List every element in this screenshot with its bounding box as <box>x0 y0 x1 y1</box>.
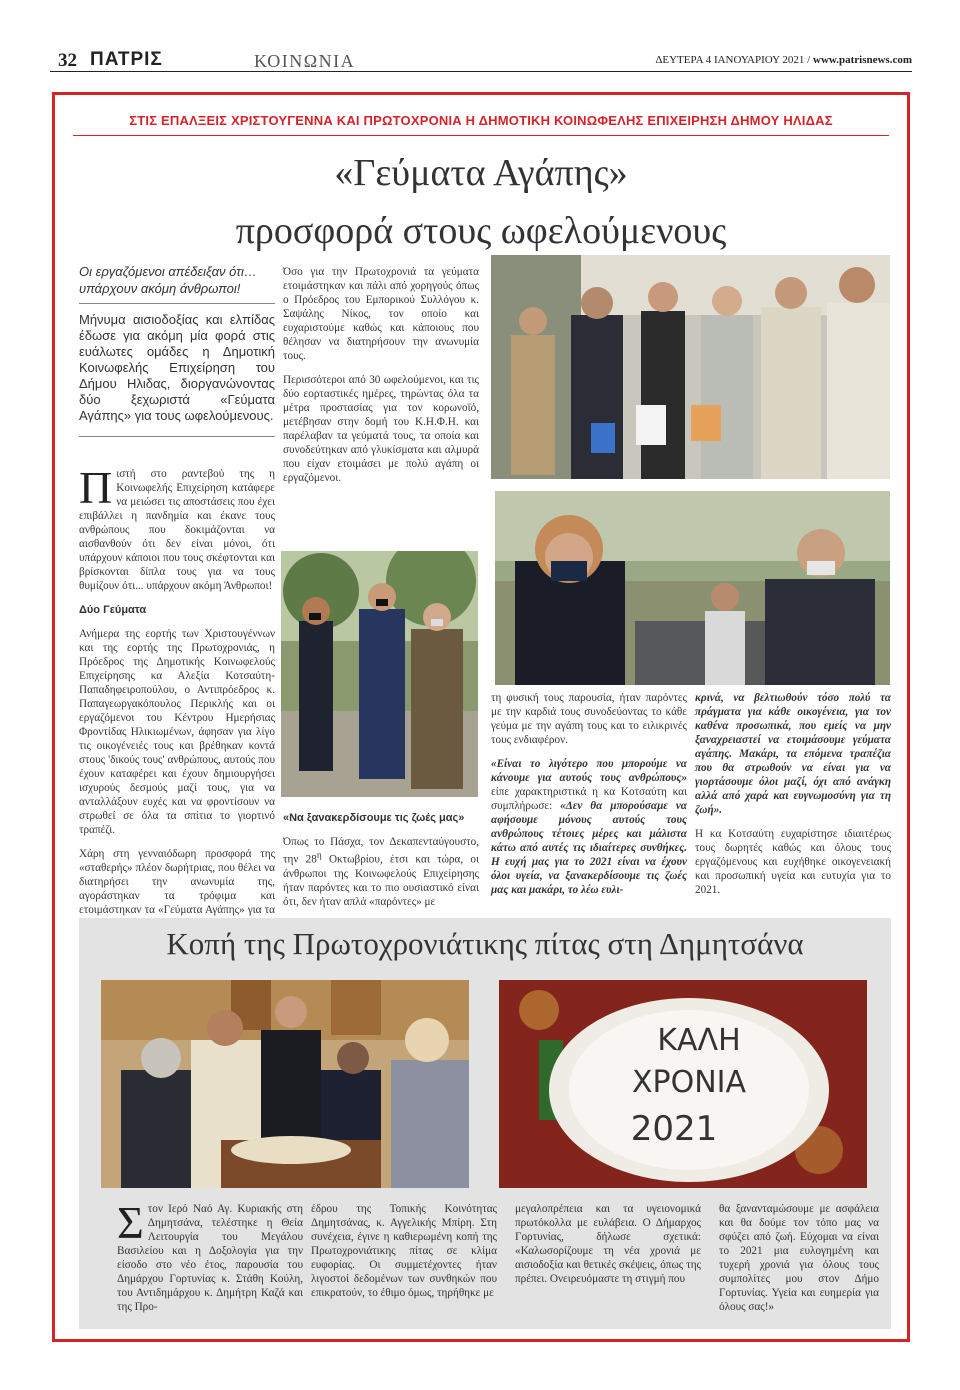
article-frame <box>52 92 910 1342</box>
article-column-3 <box>491 691 687 907</box>
body-paragraph: έδρου της Τοπικής Κοινότητας Δημητσάνας, κ. Αγγελικής Μπίρη. Στη συνέχεια, έγινε η καθιερωμένη κοπή της Πρωτοχρονιάτικης πίτας σε κλίμα ευφορίας. Οι συμμετέχοντες ήταν λιγοστοί δεδομένων των συνθηκών που επικρατούν, το έθιμο όμως, τηρήθηκε με <box>311 1203 497 1299</box>
body-paragraph: Περισσότεροι από 30 ωφελούμενοι, και τις δύο εορταστικές ημέρες, τηρώντας όλα τα μέτρα προστασίας για τον κορωνοϊό, μετέβησαν στην δομή του Κ.Η.Φ.Η. και παρέλαβαν τα γεύματά τους, τα οποία και συνοδεύτηκαν από γλυκίσματα και αλμυρά που είχαν ετοιμάσει με πολύ αγάπη οι εργαζόμενοι. <box>283 374 479 484</box>
drop-cap: Π <box>79 462 113 513</box>
article-column-2b <box>283 811 479 919</box>
article-title-line2: προσφορά στους ωφελούμενους <box>235 210 727 252</box>
second-article-title: Κοπή της Πρωτοχρονιάτικης πίτας στη Δημητσάνα <box>166 926 804 961</box>
body-paragraph: «Είναι το λιγότερο που μπορούμε να κάνουμε για αυτούς τους ανθρώπους» είπε χαρακτηριστικά η κα Κοτσαύτη και συμπλήρωσε: «Δεν θα μπορούσαμε να αφήσουμε μόνους αυτούς τους ανθρώπους τέτοιες μέρες και μάλιστα κάτω από αυτές τις ιδιαίτερες συνθήκες. Η ευχή μας για το 2021 είναι να έχουν όλοι υγεία, να ξανακερδίσουμε τις ζωές μας και μακάρι, το λέω ευλι- <box>491 758 687 896</box>
photo-beneficiaries-group <box>491 255 890 479</box>
body-paragraph: μεγαλοπρέπεια και τα υγειονομικά πρωτόκολλα με ευλάβεια. Ο Δήμαρχος Γορτυνίας, δήλωσε σχετικά: «Καλωσορίζουμε τη νέα χρονιά με αισιοδοξία και θετικές σκέψεις, όπως της πρέπει. Ονειρευόμαστε τη στιγμή που <box>515 1203 701 1285</box>
article-title-line1: «Γεύματα Αγάπης» <box>334 152 628 194</box>
article-column-1 <box>79 263 275 941</box>
lead-divider <box>79 303 275 304</box>
body-paragraph: Η κα Κοτσαύτη ευχαρίστησε ιδιαιτέρως τους δωρητές καθώς και όλους τους εργαζόμενους και ευχήθηκε οικογενειακή και προσωπική υγεία και ευτυχία για το 2021. <box>695 828 891 896</box>
drop-cap: Σ <box>117 1197 144 1248</box>
website-link[interactable]: www.patrisnews.com <box>813 54 912 66</box>
lead-quote: Οι εργαζόμενοι απέδειξαν ότι… υπάρχουν ακόμη άνθρωποι! <box>79 264 257 296</box>
page-number: 32 <box>58 50 77 71</box>
page-header <box>50 48 912 72</box>
article-column-2 <box>283 265 479 495</box>
second-article-column-3 <box>515 1202 701 1296</box>
cake-text-line2: ΧΡΟΝΙΑ <box>631 1065 747 1100</box>
body-paragraph: Όπως το Πάσχα, τον Δεκαπενταύγουστο, την $28^\eta$ Οκτωβρίου, έτσι και τώρα, οι άνθρωποι της Κοινωφελούς Επιχείρησης ήταν παρόντες και το πιο ουσιαστικό είναι ότι, δεν ήταν απλά «παρόντες» με <box>283 836 480 908</box>
lead-paragraph: Μήνυμα αισιοδοξίας και ελπίδας έδωσε για ακόμη μία φορά στις ευάλωτες ομάδες η Δημοτική Κοινωφελής Επιχείρηση του Δήμου Ηλιδας, διοργανώνοντας δύο ξεχωριστά «Γεύματα Αγάπης» για τους ωφελούμενους. <box>79 312 275 423</box>
body-paragraph: Χάρη στη γενναιόδωρη προσφορά της «σταθερής» πλέον δωρήτριας, που θέλει να διατηρήσει την ανωνυμία της, αγοράστηκαν τα τρόφιμα και ετοιμάστηκαν τα «Γεύματα Αγάπης» για τα <box>79 848 275 916</box>
body-paragraph: Ανήμερα της εορτής των Χριστουγέννων και της εορτής της Πρωτοχρονιάς, η Πρόεδρος της Δημοτικής Κοινωφελούς Επιχείρησης κα Αλεξία Κοτσαύτη-Παπαδηφειροπούλου, ο Αντιπρόεδρος κ. Παπαγεωργακόπουλος Περικλής και οι εργαζόμενοι του Κέντρου Ημερήσιας Φροντίδας Ηλικιωμένων, άφησαν για λίγο τις οικογένειές τους και βρέθηκαν κοντά στους 'δικούς τους' ανθρώπους, αυτούς που έχουν καταφέρει και έχουν δημιουργήσει ισχυρούς δεσμούς μαζί τους, για να ανταλλάξουν ευχές και να φροντίσουν να στρωθεί σε όλα τα σπίτια το γιορτινό τραπέζι. <box>79 628 275 836</box>
cake-text-line3: 2021 <box>630 1109 718 1149</box>
article-column-4 <box>695 691 891 907</box>
section-name: ΚΟΙΝΩΝΙΑ <box>254 51 356 71</box>
body-paragraph: τη φυσική τους παρουσία, ήταν παρόντες με την καρδιά τους συνοδεύοντας το κάθε γεύμα με την αγάπη τους και το ειλικρινές τους ενδιαφέρον. <box>491 692 687 746</box>
body-paragraph: Στον Ιερό Ναό Αγ. Κυριακής στη Δημητσάνα, τελέστηκε η Θεία Λειτουργία του Μεγάλου Βασιλείου και η Δοξολογία για την είσοδο στο νέο έτος, παρουσία του Δημάρχου Γορτυνίας κ. Στάθη Κούλη, του Αντιδημάρχου κ. Δημήτρη Καζά και της Προ- <box>117 1197 303 1313</box>
quote-paragraph: κρινά, να βελτιωθούν τόσο πολύ τα πράγματα για κάθε οικογένεια, για τον καθένα προσωπικά, που εμείς να μην ξαναχρειαστεί να ετοιμάσουμε γεύματα αγάπης. Μακάρι, τα επόμενα τραπέζια που θα στρωθούν να είναι για να γιορτάσουμε όλοι μαζί, όχι από ανάγκη αλλά από χαρά και ευγνωμοσύνη για τη ζωή». <box>695 692 891 816</box>
second-article-column-4 <box>719 1202 879 1324</box>
second-article-column-1 <box>117 1197 303 1324</box>
photo-president-with-beneficiary <box>495 491 890 685</box>
body-paragraph: θα ξανανταμώσουμε με ασφάλεια και θα δούμε τον τόπο μας να σφύζει από ζωή. Εύχομαι να είναι το 2021 μια ευλογημένη και τυχερή χρονιά για όλους τους συμπολίτες μου στον Δήμο Γορτυνίας. Υγεία και ευημερία για όλους σας!» <box>719 1203 879 1313</box>
photo-staff-outdoors <box>281 551 478 797</box>
body-paragraph: Πιστή στο ραντεβού της η Κοινωφελής Επιχείρηση κατάφερε να μειώσει τις αποστάσεις που έχει επιβάλλει η πανδημία και έκανε τους ανθρώπους που δοκιμάζονται να αισθανθούν ότι δεν είναι μόνοι, ότι υπάρχουν κάποιοι που τους σκέφτονται και βρίσκονται δίπλα τους για να τους θυμίζουν ότι... υπάρχουν ακόμη Άνθρωποι! <box>79 462 275 592</box>
newspaper-logo: ΠΑΤΡΙΣ <box>90 49 163 70</box>
photo-new-year-cake <box>499 980 867 1188</box>
article-kicker: ΣΤΙΣ ΕΠΑΛΞΕΙΣ ΧΡΙΣΤΟΥΓΕΝΝΑ ΚΑΙ ΠΡΩΤΟΧΡΟΝΙΑ Η ΔΗΜΟΤΙΚΗ ΚΟΙΝΩΦΕΛΗΣ ΕΠΙΧΕΙΡΗΣΗ ΔΗΜΟΥ ΗΛΙΔΑΣ <box>129 113 833 128</box>
second-article-column-2 <box>311 1202 497 1310</box>
subheading: «Να ξανακερδίσουμε τις ζωές μας» <box>283 812 465 824</box>
body-paragraph: Όσο για την Πρωτοχρονιά τα γεύματα ετοιμάστηκαν και πάλι από χορηγούς όπως ο Πρόεδρος του Εμπορικού Συλλόγου κ. Σαψάλης Νίκος, τον οποίο και ευχαριστούμε καθώς και κάποιους που θέλησαν να διατηρήσουν την ανωνυμία τους. <box>283 266 479 362</box>
issue-date: ΔΕΥΤΕΡΑ 4 ΙΑΝΟΥΑΡΙΟΥ 2021 / www.patrisnews.com <box>655 54 912 66</box>
subheading: Δύο Γεύματα <box>79 604 147 616</box>
lead-divider-2 <box>79 436 275 437</box>
kicker-divider <box>73 135 889 136</box>
second-article <box>79 918 891 1329</box>
cake-text-line1: ΚΑΛΗ <box>657 1023 741 1058</box>
photo-church-ceremony <box>101 980 469 1188</box>
